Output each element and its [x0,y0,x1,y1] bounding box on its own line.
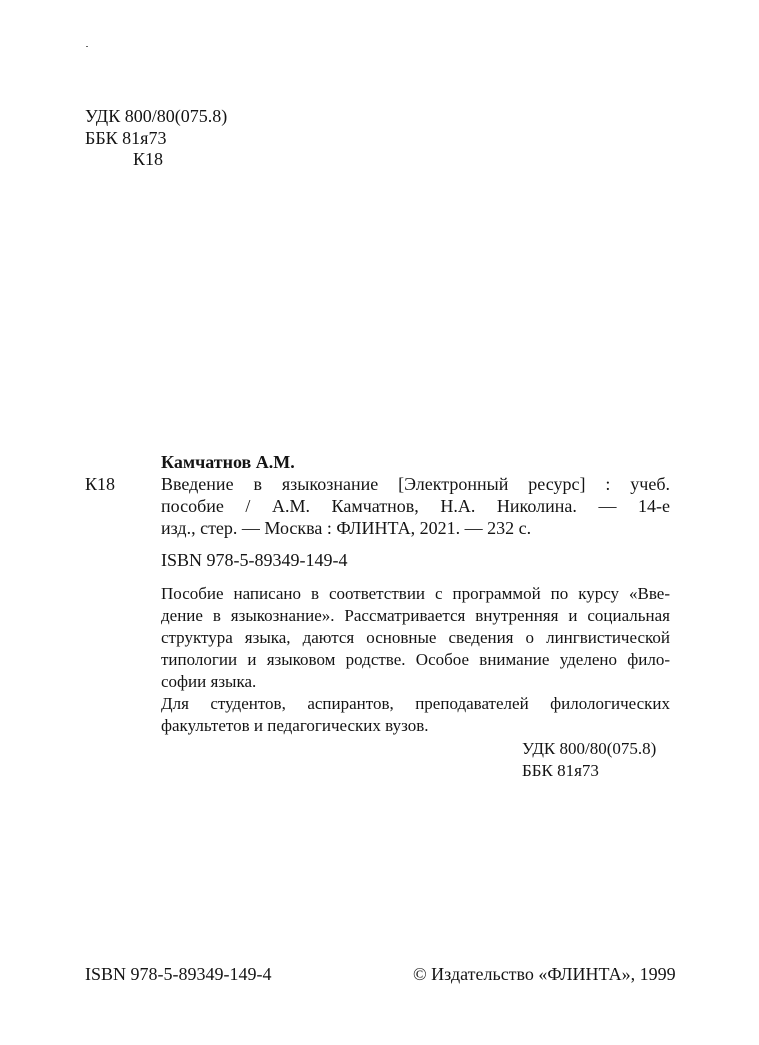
entry-author: Камчатнов А.М. [161,452,295,472]
bbk-code-top: ББК 81я73 [85,128,167,148]
annotation-line: дение в языкознание». Рассматривается внутренняя и социальная [161,606,670,625]
audience-line: факультетов и педагогических вузов. [161,716,429,735]
entry-mark: К18 [85,474,116,494]
annotation-line: софии языка. [161,672,257,691]
footer-isbn: ISBN 978-5-89349-149-4 [85,964,272,984]
scan-speck [86,46,88,47]
bbk-code-bottom: ББК 81я73 [522,761,599,780]
author-mark-top: К18 [133,149,164,169]
citation-line: пособие / А.М. Камчатнов, Н.А. Николина. — 14-е [161,496,670,516]
entry-isbn: ISBN 978-5-89349-149-4 [161,550,348,570]
udk-code-bottom: УДК 800/80(075.8) [522,739,657,758]
annotation-line: структура языка, даются основные сведения о лингвистической [161,628,670,647]
footer-copyright: © Издательство «ФЛИНТА», 1999 [413,964,676,984]
citation-line: Введение в языкознание [Электронный ресурс] : учеб. [161,474,670,494]
audience-line: Для студентов, аспирантов, преподавателей филологических [161,694,670,713]
udk-code-top: УДК 800/80(075.8) [85,106,228,126]
annotation-line: типологии и языковом родстве. Особое внимание уделено фило- [161,650,670,669]
citation-line: изд., стер. — Москва : ФЛИНТА, 2021. — 232 с. [161,518,532,538]
annotation-line: Пособие написано в соответствии с программой по курсу «Вве- [161,584,670,603]
